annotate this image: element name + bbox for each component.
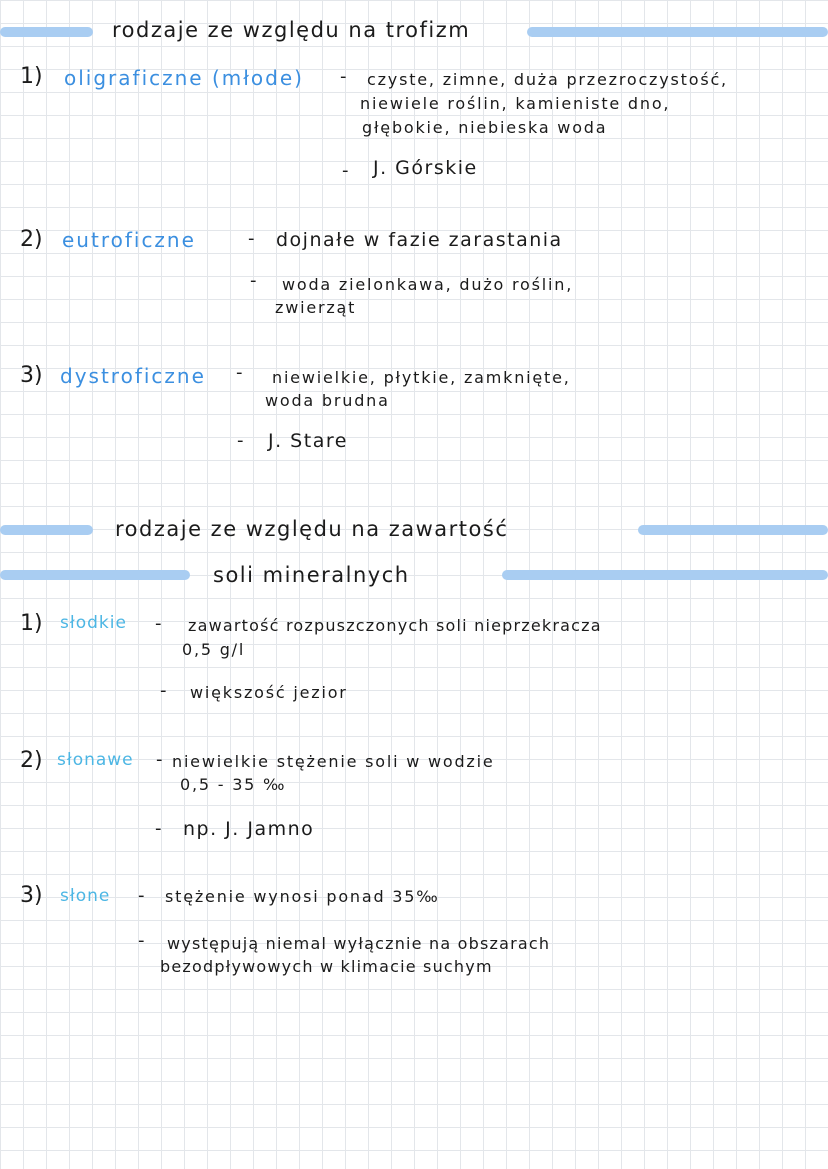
section-heading-minerals-line2: soli mineralnych (213, 563, 410, 587)
dash: - (248, 228, 255, 249)
dash: - (342, 160, 349, 181)
item-number: 1) (20, 611, 43, 636)
item-number: 3) (20, 363, 43, 388)
section-heading-minerals: rodzaje ze względu na zawartość (115, 517, 509, 541)
section-heading-trophism: rodzaje ze względu na trofizm (112, 18, 471, 42)
description-line: występują niemal wyłącznie na obszarach (167, 934, 551, 953)
dash: - (250, 270, 257, 291)
item-number: 2) (20, 748, 43, 773)
term-brackish: słonawe (57, 750, 134, 770)
dash: - (340, 66, 347, 87)
description-line: niewiele roślin, kamieniste dno, (360, 94, 671, 113)
dash: - (160, 680, 167, 701)
description-line: stężenie wynosi ponad 35‰ (165, 887, 440, 906)
dash: - (138, 885, 145, 906)
dash: - (155, 613, 162, 634)
description-line: niewielkie, płytkie, zamknięte, (272, 368, 571, 387)
description-line: 0,5 - 35 ‰ (180, 775, 287, 794)
example-lake: np. J. Jamno (183, 818, 315, 840)
description-line: bezodpływowych w klimacie suchym (160, 957, 493, 976)
heading-underline-bar-right (527, 27, 828, 37)
description-line: zwierząt (275, 298, 357, 317)
item-number: 3) (20, 883, 43, 908)
term-oligotrophic: oligraficzne (młode) (64, 66, 304, 90)
heading-underline-bar-left (0, 570, 190, 580)
example-lake: J. Górskie (373, 157, 478, 179)
dash: - (156, 749, 163, 770)
dash: - (236, 362, 243, 383)
dash: - (237, 430, 244, 451)
description-line: czyste, zimne, duża przezroczystość, (367, 70, 728, 89)
example-lake: większość jezior (190, 683, 348, 702)
term-freshwater: słodkie (60, 613, 127, 633)
heading-underline-bar-right (502, 570, 828, 580)
item-number: 1) (20, 64, 43, 89)
description-line: niewielkie stężenie soli w wodzie (172, 752, 495, 771)
heading-underline-bar-right (638, 525, 828, 535)
description-line: woda brudna (265, 391, 390, 410)
term-eutrophic: eutroficzne (62, 228, 196, 252)
description-line: 0,5 g/l (182, 640, 246, 659)
example-lake: J. Stare (268, 430, 348, 452)
dash: - (155, 818, 162, 839)
description-line: dojnałe w fazie zarastania (276, 229, 563, 251)
dash: - (138, 930, 145, 951)
heading-underline-bar-left (0, 525, 93, 535)
description-line: zawartość rozpuszczonych soli nieprzekracza (188, 616, 602, 635)
term-dystrophic: dystroficzne (60, 364, 206, 388)
heading-underline-bar-left (0, 27, 93, 37)
term-saltwater: słone (60, 886, 111, 906)
description-line: woda zielonkawa, dużo roślin, (282, 275, 574, 294)
description-line: głębokie, niebieska woda (362, 118, 608, 137)
item-number: 2) (20, 227, 43, 252)
